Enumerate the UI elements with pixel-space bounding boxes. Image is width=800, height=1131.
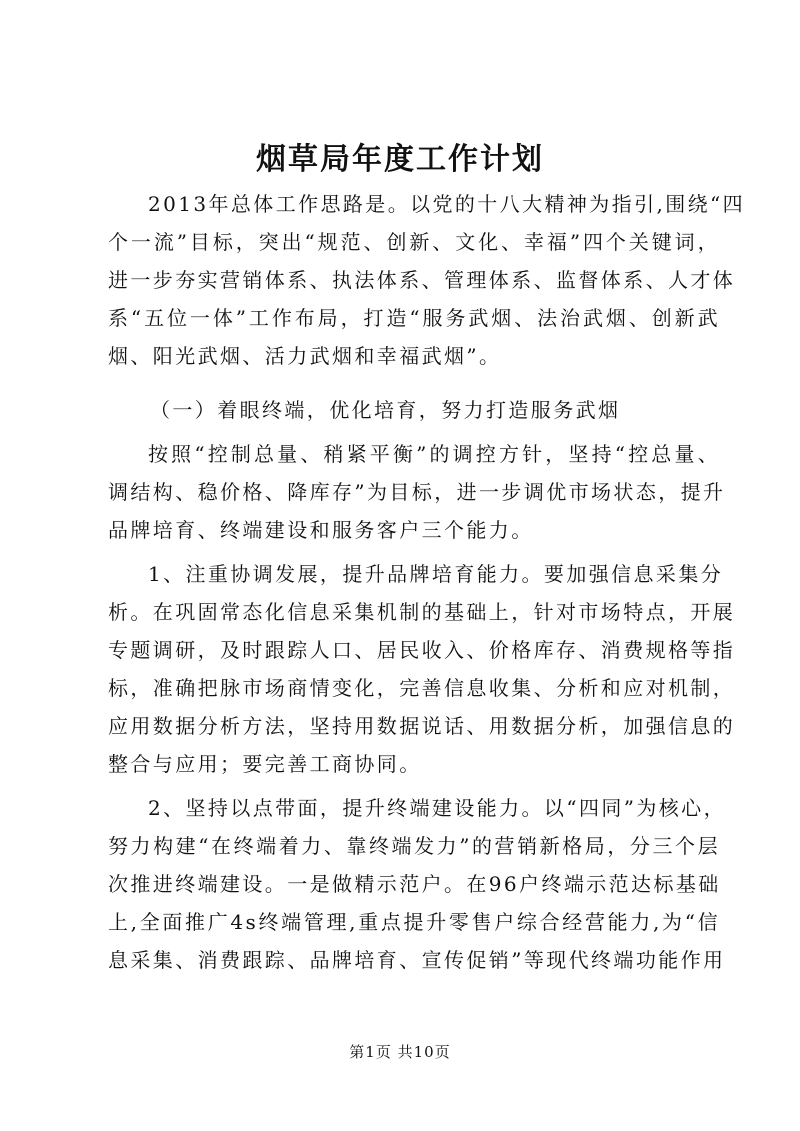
text-line: 系“五位一体”工作布局，打造“服务武烟、法治武烟、创新武 [108,306,720,330]
text-line: 进一步夯实营销体系、执法体系、管理体系、监督体系、人才体 [108,268,736,292]
section-heading: （一）着眼终端，优化培育，努力打造服务武烟 [150,398,621,422]
text-line: 整合与应用；要完善工商协同。 [108,752,422,776]
text-line: 标，准确把脉市场商情变化，完善信息收集、分析和应对机制， [108,676,736,700]
page-number: 第1页 共10页 [349,1043,451,1061]
text-line: 2013年总体工作思路是。以党的十八大精神为指引,围绕“四 [148,192,746,216]
text-line: 个一流”目标，突出“规范、创新、文化、幸福”四个关键词， [108,230,720,254]
text-line: 2、坚持以点带面，提升终端建设能力。以“四同”为核心， [148,796,726,820]
page-title: 烟草局年度工作计划 [256,142,544,177]
text-line: 专题调研，及时跟踪人口、居民收入、价格库存、消费规格等指 [108,638,736,662]
text-line: 品牌培育、终端建设和服务客户三个能力。 [108,518,534,542]
text-line: 努力构建“在终端着力、靠终端发力”的营销新格局，分三个层 [108,834,720,858]
text-line: 上,全面推广4s终端管理,重点提升零售户综合经营能力,为“信 [108,910,720,934]
text-line: 调结构、稳价格、降库存”为目标，进一步调优市场状态，提升 [108,480,726,504]
text-line: 应用数据分析方法，坚持用数据说话、用数据分析，加强信息的 [108,714,736,738]
text-line: 烟、阳光武烟、活力武烟和幸福武烟”。 [108,344,502,368]
text-line: 息采集、消费跟踪、品牌培育、宣传促销”等现代终端功能作用 [108,948,726,972]
text-line: 1、注重协调发展，提升品牌培育能力。要加强信息采集分 [148,562,724,586]
text-line: 次推进终端建设。一是做精示范户。在96户终端示范达标基础 [108,872,721,896]
text-line: 按照“控制总量、稍紧平衡”的调控方针，坚持“控总量、 [148,442,720,466]
text-line: 析。在巩固常态化信息采集机制的基础上，针对市场特点，开展 [108,600,736,624]
